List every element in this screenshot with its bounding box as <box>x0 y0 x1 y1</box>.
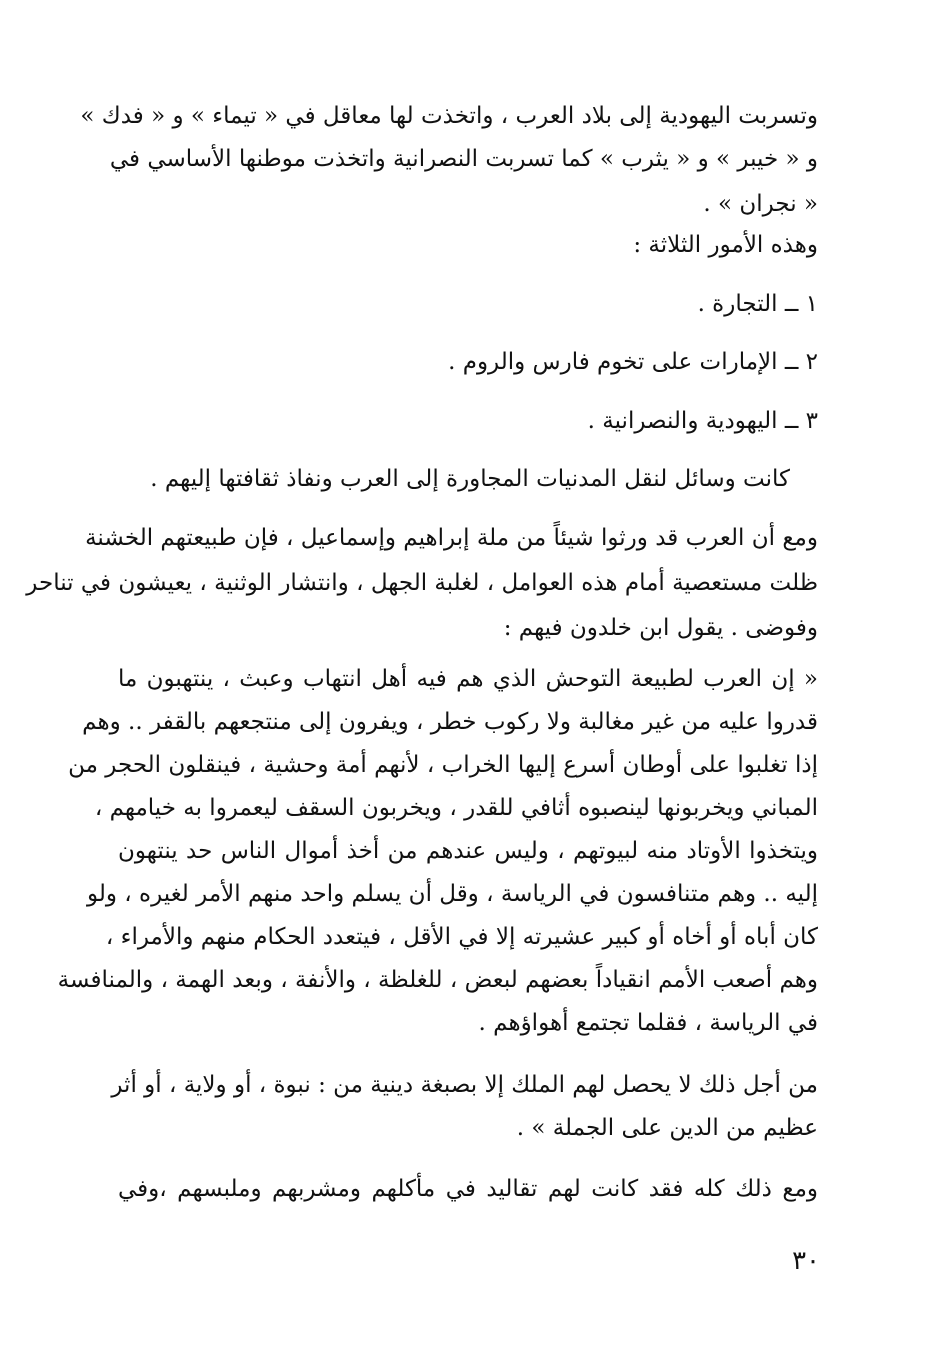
quote-line-8: وهم أصعب الأمم انقياداً بعضهم لبعض ، للغلظة ، والأنفة ، وبعد الهمة ، والمنافسة <box>57 967 818 993</box>
text-line-9: ومع أن العرب قد ورثوا شيئاً من ملة إبراهيم وإسماعيل ، فإن طبيعتهم الخشنة <box>85 525 818 551</box>
quote-line-2: قدروا عليه من غير مغالبة ولا ركوب خطر ، ويفرون إلى منتجعهم بالقفر .. وهم <box>82 709 818 735</box>
quote-line-7: كان أباه أو أخاه أو كبير عشيرته إلا في الأقل ، فيتعدد الحكام منهم والأمراء ، <box>105 924 818 950</box>
text-line-10: ظلت مستعصية أمام هذه العوامل ، لغلبة الجهل ، وانتشار الوثنية ، يعيشون في تناحر <box>26 570 818 596</box>
quote-line-3: إذا تغلبوا على أوطان أسرع إليها الخراب ، لأنهم أمة وحشية ، فينقلون الحجر من <box>68 752 818 778</box>
text-line-1: وتسربت اليهودية إلى بلاد العرب ، واتخذت لها معاقل في « تيماء » و « فدك » <box>80 103 818 129</box>
list-item-3: ٣ ــ اليهودية والنصرانية . <box>587 408 818 434</box>
quote-line-11: عظيم من الدين على الجملة » . <box>516 1115 818 1141</box>
text-line-2: و « خيبر » و « يثرب » كما تسربت النصرانية واتخذت موطنها الأساسي في <box>109 146 818 172</box>
quote-line-4: المباني ويخربونها لينصبوه أثافي للقدر ، ويخربون السقف ليعمروا به خيامهم ، <box>94 795 818 821</box>
text-line-8: كانت وسائل لنقل المدنيات المجاورة إلى العرب ونفاذ ثقافتها إليهم . <box>150 466 790 492</box>
quote-line-10: من أجل ذلك لا يحصل لهم الملك إلا بصبغة دينية من : نبوة ، أو ولاية ، أو أثر <box>111 1072 818 1098</box>
text-line-4: وهذه الأمور الثلاثة : <box>633 232 818 258</box>
list-item-1: ١ ــ التجارة . <box>697 291 818 317</box>
quote-line-1: « إن العرب لطبيعة التوحش الذي هم فيه أهل انتهاب وعبث ، ينتهبون ما <box>118 666 818 692</box>
quote-line-9: في الرياسة ، فقلما تجتمع أهواؤهم . <box>478 1010 818 1036</box>
text-line-23: ومع ذلك كله فقد كانت لهم تقاليد في مأكلهم ومشربهم وملبسهم ،وفي <box>118 1176 818 1202</box>
quote-line-6: إليه .. وهم متنافسون في الرياسة ، وقل أن يسلم واحد منهم الأمر لغيره ، ولو <box>86 881 818 907</box>
text-line-3: « نجران » . <box>703 191 818 217</box>
list-item-2: ٢ ــ الإمارات على تخوم فارس والروم . <box>448 349 818 375</box>
quote-line-5: ويتخذوا الأوتاد منه لبيوتهم ، وليس عندهم من أخذ أموال الناس حد ينتهون <box>118 838 818 864</box>
page-number: ٣٠ <box>792 1246 820 1276</box>
text-line-11: وفوضى . يقول ابن خلدون فيهم : <box>503 615 818 641</box>
